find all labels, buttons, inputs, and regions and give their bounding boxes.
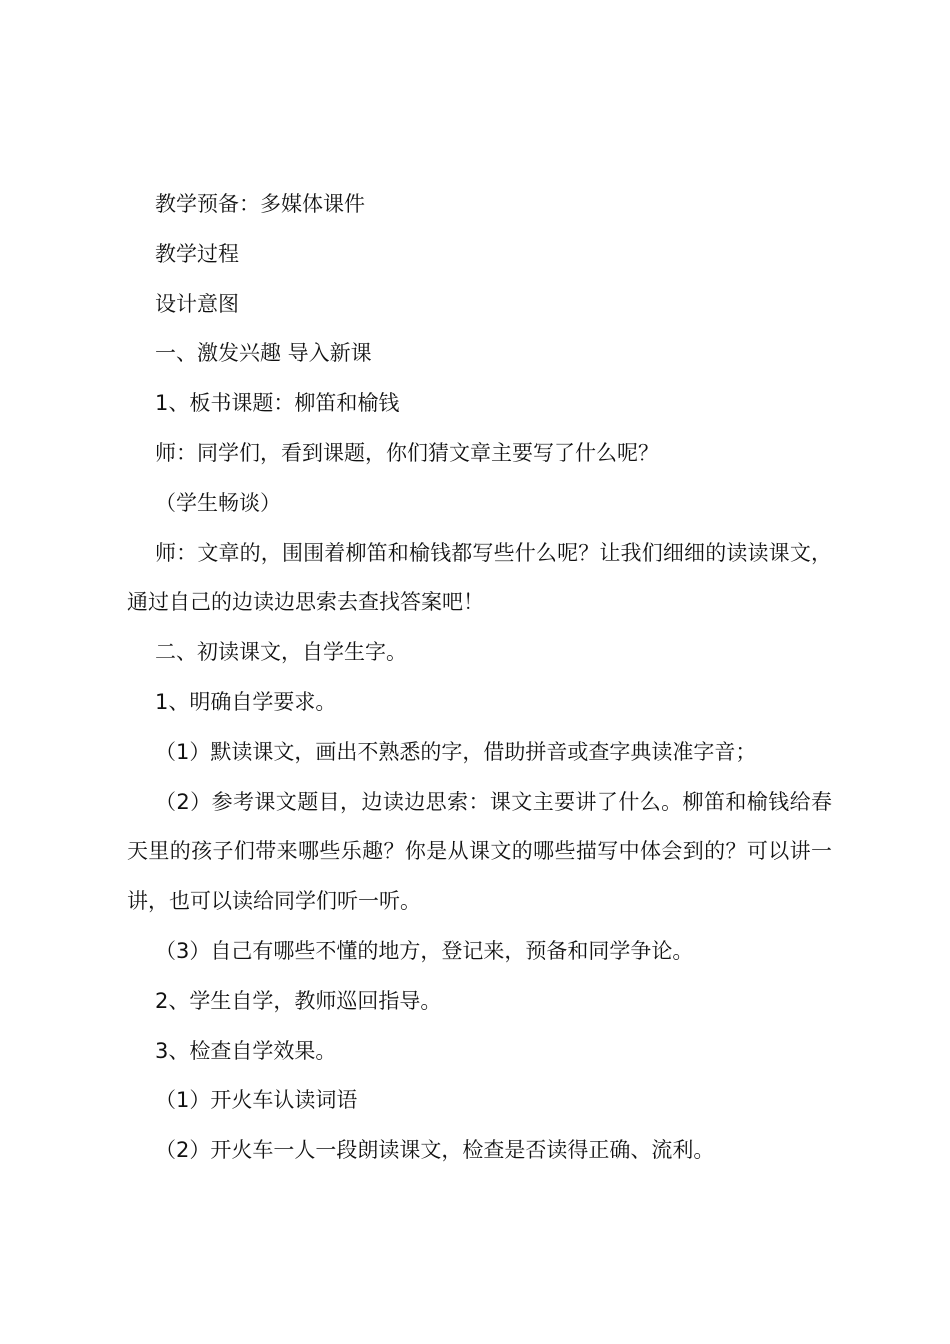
paragraph-blackboard-title: 1、板书课题：柳笛和榆钱 bbox=[155, 391, 400, 416]
paragraph-teacher-question: 师：同学们，看到课题，你们猜文章主要写了什么呢？ bbox=[155, 440, 659, 465]
paragraph-self-study-requirements: 1、明确自学要求。 bbox=[155, 689, 337, 714]
section-heading-2: 二、初读课文，自学生字。 bbox=[155, 640, 407, 665]
paragraph-student-discussion: （学生畅谈） bbox=[155, 490, 281, 515]
paragraph-self-study-guidance: 2、学生自学，教师巡回指导。 bbox=[155, 988, 442, 1013]
paragraph-check-2: （2）开火车一人一段朗读课文，检查是否读得正确、流利。 bbox=[155, 1138, 715, 1163]
paragraph-requirement-1: （1）默读课文，画出不熟悉的字，借助拼音或查字典读准字音； bbox=[155, 739, 757, 764]
paragraph-teacher-prompt: 师：文章的，围围着柳笛和榆钱都写些什么呢？让我们细细的读读课文，通过自己的边读边思索去查找答案吧！ bbox=[127, 540, 832, 615]
document-body bbox=[127, 180, 832, 1176]
paragraph-process-heading: 教学过程 bbox=[155, 241, 239, 266]
paragraph-requirement-2: （2）参考课文题目，边读边思索：课文主要讲了什么。柳笛和榆钱给春天里的孩子们带来哪些乐趣？你是从课文的哪些描写中体会到的？可以讲一讲，也可以读给同学们听一听。 bbox=[127, 789, 832, 914]
paragraph-requirement-3: （3）自己有哪些不懂的地方，登记来，预备和同学争论。 bbox=[155, 938, 694, 963]
paragraph-check-results: 3、检查自学效果。 bbox=[155, 1038, 337, 1063]
paragraph-design-intent: 设计意图 bbox=[155, 291, 239, 316]
paragraph-check-1: （1）开火车认读词语 bbox=[155, 1088, 358, 1113]
paragraph-preparation: 教学预备：多媒体课件 bbox=[155, 192, 365, 216]
section-heading-1: 一、激发兴趣 导入新课 bbox=[155, 341, 372, 366]
